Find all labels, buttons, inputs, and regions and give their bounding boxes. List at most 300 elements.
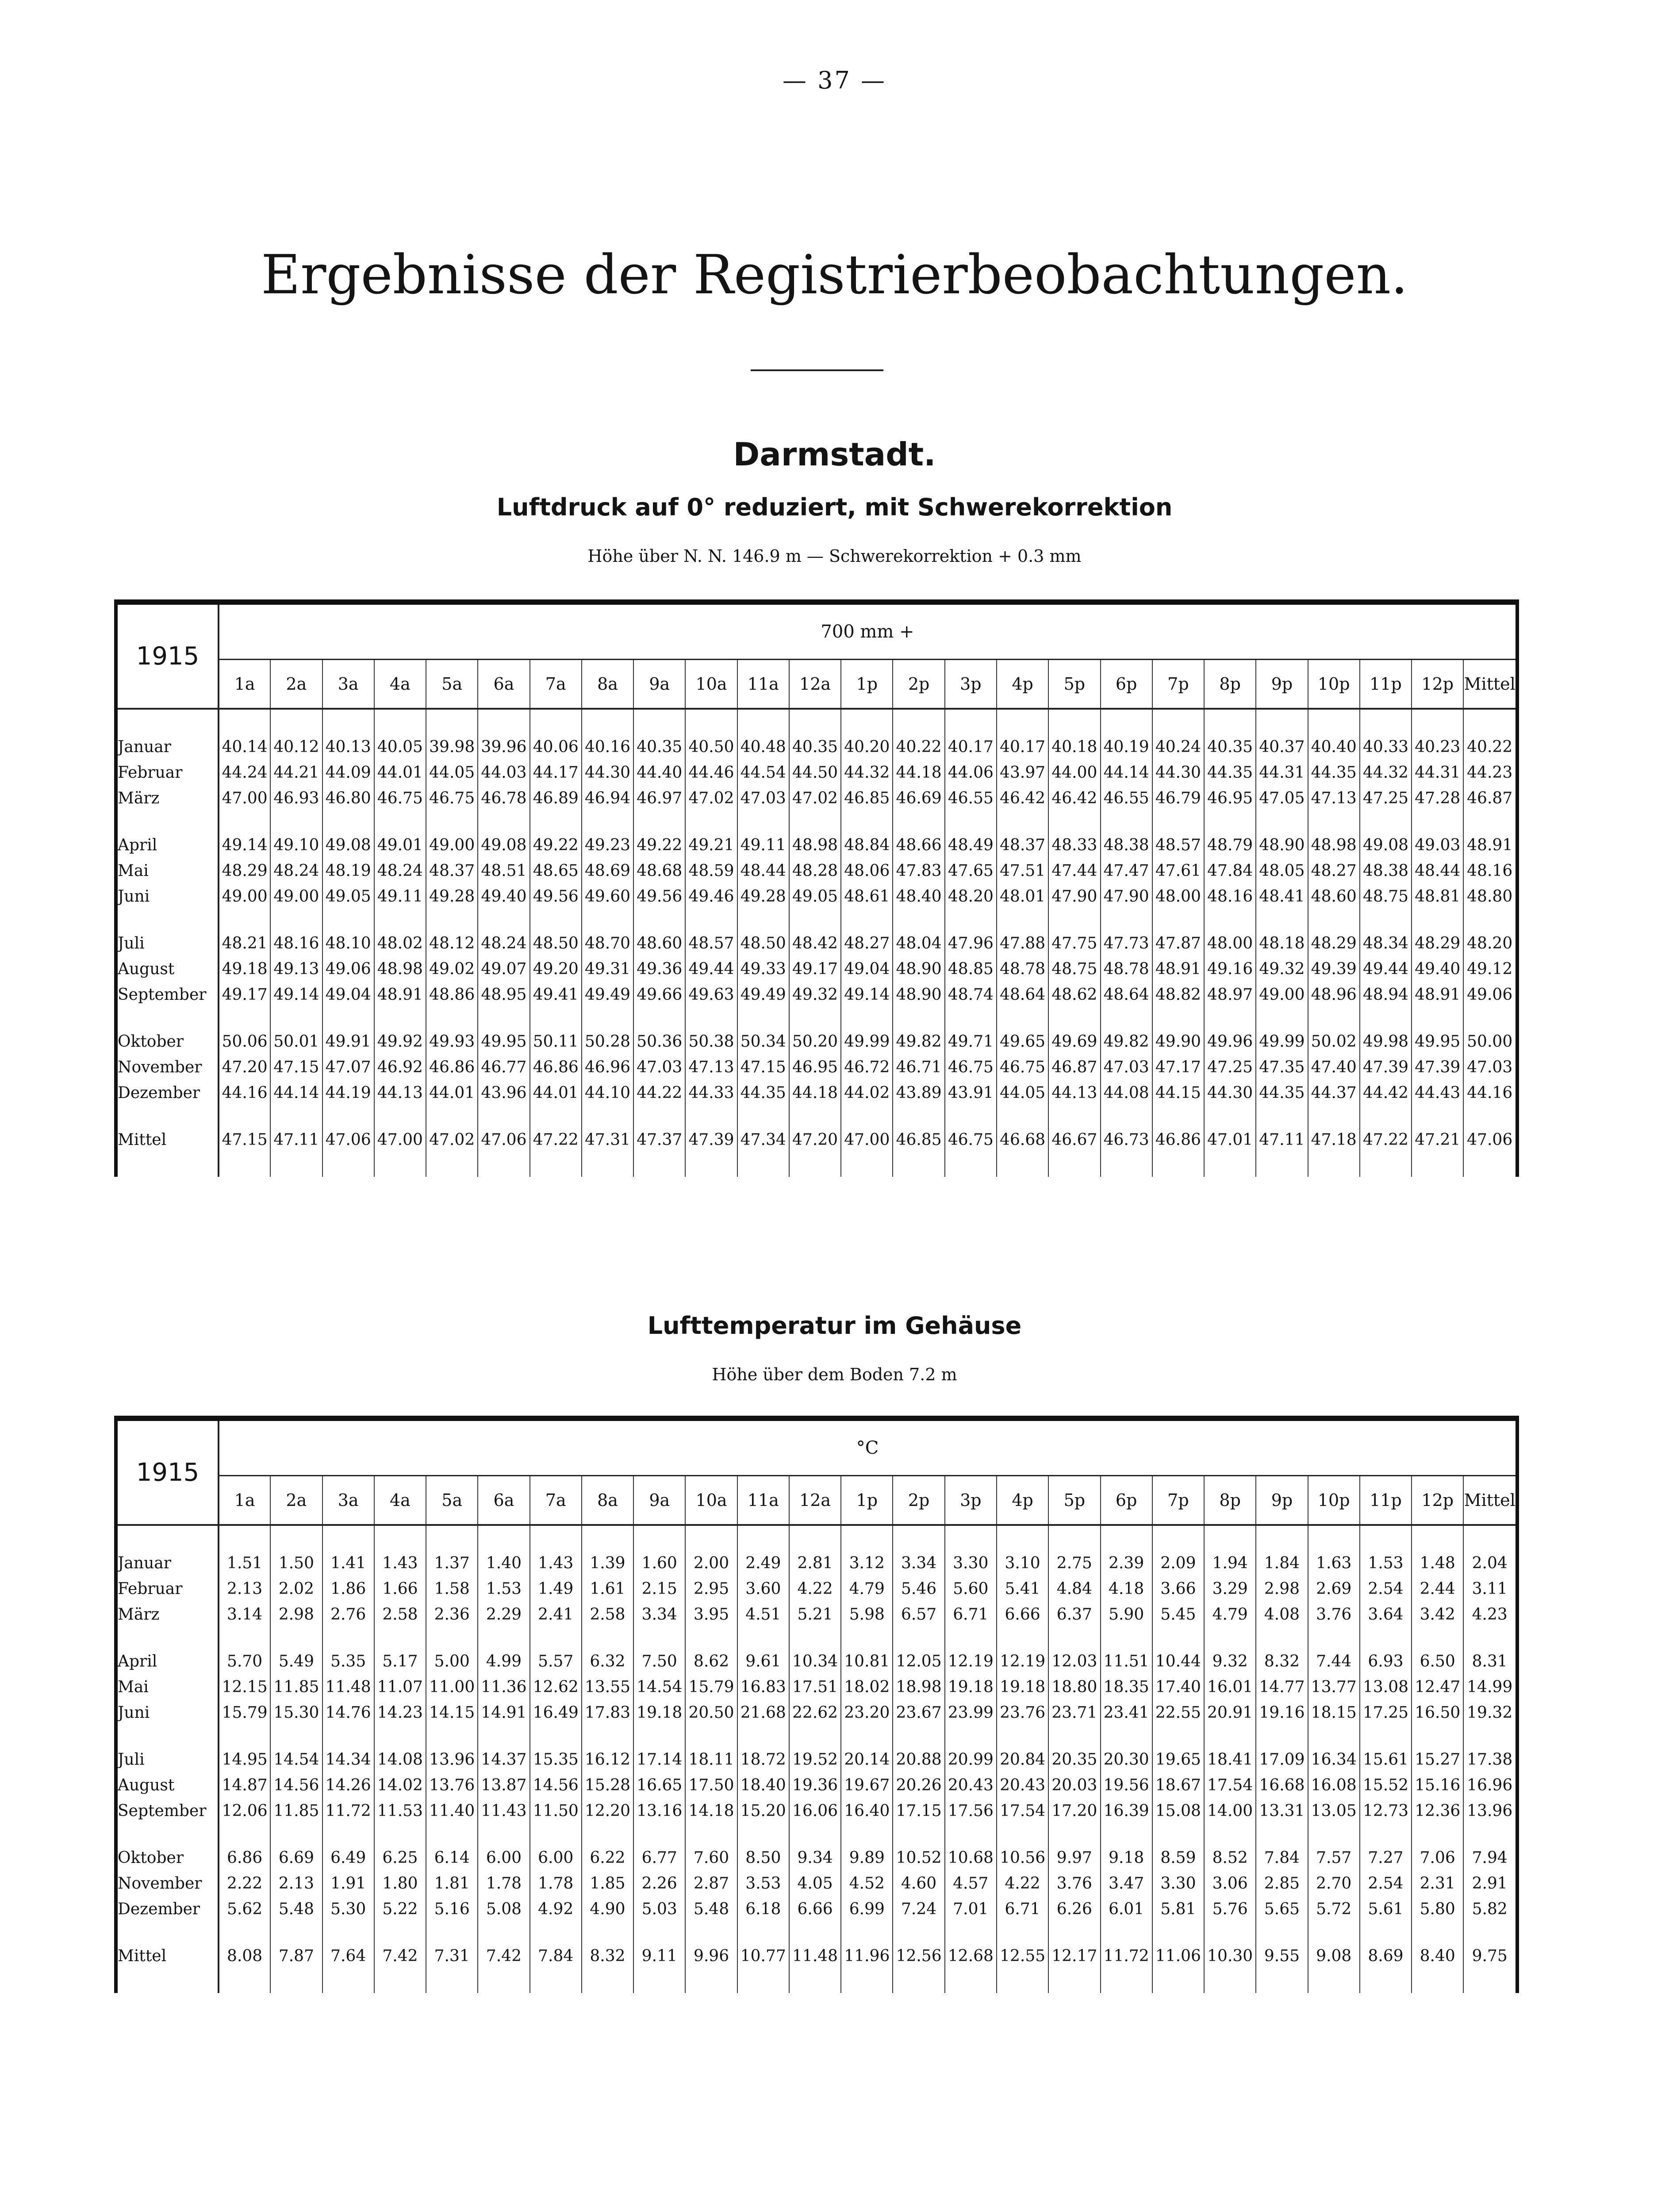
value-cell: 49.90 bbox=[1152, 1029, 1204, 1054]
temperature-table bbox=[118, 1421, 1516, 1993]
value-cell: 49.14 bbox=[270, 982, 322, 1007]
value-cell: 44.50 bbox=[789, 760, 841, 785]
value-cell: 1.50 bbox=[270, 1550, 322, 1576]
value-cell: 40.22 bbox=[893, 734, 944, 760]
value-cell: 40.12 bbox=[270, 734, 322, 760]
value-cell: 2.81 bbox=[789, 1550, 841, 1576]
value-cell: 14.23 bbox=[374, 1700, 426, 1725]
value-cell: 1.60 bbox=[633, 1550, 685, 1576]
value-cell: 46.95 bbox=[1204, 785, 1256, 811]
value-cell: 6.71 bbox=[997, 1896, 1048, 1922]
value-cell: 3.53 bbox=[737, 1870, 789, 1896]
value-cell: 47.03 bbox=[633, 1054, 685, 1080]
value-cell: 6.50 bbox=[1412, 1648, 1463, 1674]
value-cell: 48.62 bbox=[1048, 982, 1100, 1007]
hour-column-header: 1a bbox=[219, 660, 270, 709]
value-cell: 46.72 bbox=[841, 1054, 893, 1080]
value-cell: 18.72 bbox=[737, 1747, 789, 1772]
value-cell: 5.65 bbox=[1256, 1896, 1308, 1922]
value-cell: 47.20 bbox=[789, 1127, 841, 1152]
mean-value-cell: 4.23 bbox=[1472, 1605, 1508, 1624]
value-cell: 47.21 bbox=[1412, 1127, 1463, 1152]
value-cell: 47.83 bbox=[893, 858, 944, 883]
value-cell: 47.15 bbox=[270, 1054, 322, 1080]
hour-column-header: 11a bbox=[737, 660, 789, 709]
value-cell: 4.92 bbox=[530, 1896, 582, 1922]
value-cell: 2.13 bbox=[219, 1576, 270, 1601]
value-cell: 40.40 bbox=[1308, 734, 1360, 760]
value-cell: 48.29 bbox=[1308, 930, 1360, 956]
value-cell: 1.58 bbox=[426, 1576, 478, 1601]
value-cell: 49.60 bbox=[582, 883, 633, 909]
value-cell: 7.64 bbox=[322, 1943, 374, 1969]
value-cell: 43.96 bbox=[478, 1080, 529, 1106]
value-cell: 10.30 bbox=[1204, 1943, 1256, 1969]
value-cell: 1.41 bbox=[322, 1550, 374, 1576]
value-cell: 48.81 bbox=[1412, 883, 1463, 909]
value-cell: 49.00 bbox=[426, 832, 478, 858]
value-cell: 22.62 bbox=[789, 1700, 841, 1725]
month-label: September bbox=[118, 982, 219, 1007]
value-cell: 47.00 bbox=[374, 1127, 426, 1152]
value-cell: 7.24 bbox=[893, 1896, 944, 1922]
value-cell: 46.93 bbox=[270, 785, 322, 811]
table-row bbox=[118, 883, 1516, 909]
value-cell: 50.02 bbox=[1308, 1029, 1360, 1054]
value-cell: 44.54 bbox=[737, 760, 789, 785]
value-cell: 10.34 bbox=[789, 1648, 841, 1674]
value-cell: 46.77 bbox=[478, 1054, 529, 1080]
value-cell: 5.70 bbox=[219, 1648, 270, 1674]
value-cell: 20.26 bbox=[893, 1772, 944, 1798]
value-cell: 47.03 bbox=[737, 785, 789, 811]
value-cell: 14.77 bbox=[1256, 1674, 1308, 1700]
value-cell: 11.85 bbox=[270, 1674, 322, 1700]
value-cell: 1.91 bbox=[322, 1870, 374, 1896]
mean-value-cell: 5.82 bbox=[1472, 1900, 1508, 1918]
month-label: Juni bbox=[118, 883, 219, 909]
value-cell: 48.40 bbox=[893, 883, 944, 909]
value-cell: 16.01 bbox=[1204, 1674, 1256, 1700]
value-cell: 49.07 bbox=[478, 956, 529, 982]
value-cell: 2.09 bbox=[1152, 1550, 1204, 1576]
value-cell: 48.51 bbox=[478, 858, 529, 883]
hour-column-header: 2a bbox=[270, 660, 322, 709]
value-cell: 49.95 bbox=[478, 1029, 529, 1054]
hour-column-header: 12a bbox=[789, 1476, 841, 1525]
value-cell: 2.13 bbox=[270, 1870, 322, 1896]
value-cell: 50.01 bbox=[270, 1029, 322, 1054]
value-cell: 44.37 bbox=[1308, 1080, 1360, 1106]
value-cell: 48.16 bbox=[270, 930, 322, 956]
value-cell: 19.67 bbox=[841, 1772, 893, 1798]
value-cell: 15.16 bbox=[1412, 1772, 1463, 1798]
value-cell: 5.49 bbox=[270, 1648, 322, 1674]
value-cell: 13.87 bbox=[478, 1772, 529, 1798]
value-cell: 7.42 bbox=[478, 1943, 529, 1969]
pressure-table-subtitle: Höhe über N. N. 146.9 m — Schwerekorrektion + 0.3 mm bbox=[587, 546, 1082, 566]
value-cell: 11.48 bbox=[789, 1943, 841, 1969]
value-cell: 1.85 bbox=[582, 1870, 633, 1896]
hour-column-header: 4a bbox=[374, 1476, 426, 1525]
value-cell: 20.03 bbox=[1048, 1772, 1100, 1798]
value-cell: 48.98 bbox=[374, 956, 426, 982]
value-cell: 47.87 bbox=[1152, 930, 1204, 956]
mean-value-cell: 44.16 bbox=[1467, 1083, 1513, 1102]
value-cell: 9.61 bbox=[737, 1648, 789, 1674]
value-cell: 44.30 bbox=[1152, 760, 1204, 785]
table-year: 1915 bbox=[118, 1421, 219, 1525]
value-cell: 46.85 bbox=[893, 1127, 944, 1152]
value-cell: 20.88 bbox=[893, 1747, 944, 1772]
value-cell: 6.71 bbox=[945, 1601, 997, 1627]
hour-column-header: 3p bbox=[945, 1476, 997, 1525]
value-cell: 8.52 bbox=[1204, 1845, 1256, 1870]
value-cell: 2.87 bbox=[685, 1870, 737, 1896]
value-cell: 20.14 bbox=[841, 1747, 893, 1772]
value-cell: 11.00 bbox=[426, 1674, 478, 1700]
value-cell: 1.78 bbox=[478, 1870, 529, 1896]
value-cell: 48.27 bbox=[841, 930, 893, 956]
value-cell: 5.72 bbox=[1308, 1896, 1360, 1922]
value-cell: 47.02 bbox=[426, 1127, 478, 1152]
hour-column-header: 3p bbox=[945, 660, 997, 709]
table-row bbox=[118, 1648, 1516, 1674]
value-cell: 44.21 bbox=[270, 760, 322, 785]
value-cell: 44.18 bbox=[789, 1080, 841, 1106]
value-cell: 4.99 bbox=[478, 1648, 529, 1674]
value-cell: 1.48 bbox=[1412, 1550, 1463, 1576]
value-cell: 48.61 bbox=[841, 883, 893, 909]
value-cell: 17.50 bbox=[685, 1772, 737, 1798]
value-cell: 49.96 bbox=[1204, 1029, 1256, 1054]
value-cell: 48.98 bbox=[1308, 832, 1360, 858]
value-cell: 49.04 bbox=[841, 956, 893, 982]
value-cell: 17.51 bbox=[789, 1674, 841, 1700]
value-cell: 49.08 bbox=[322, 832, 374, 858]
value-cell: 18.40 bbox=[737, 1772, 789, 1798]
value-cell: 48.41 bbox=[1256, 883, 1308, 909]
value-cell: 49.03 bbox=[1412, 832, 1463, 858]
mean-value-cell: 44.23 bbox=[1467, 763, 1513, 782]
value-cell: 18.02 bbox=[841, 1674, 893, 1700]
value-cell: 3.34 bbox=[893, 1550, 944, 1576]
value-cell: 48.00 bbox=[1152, 883, 1204, 909]
value-cell: 5.03 bbox=[633, 1896, 685, 1922]
value-cell: 49.63 bbox=[685, 982, 737, 1007]
value-cell: 7.60 bbox=[685, 1845, 737, 1870]
value-cell: 19.65 bbox=[1152, 1747, 1204, 1772]
value-cell: 5.17 bbox=[374, 1648, 426, 1674]
value-cell: 6.14 bbox=[426, 1845, 478, 1870]
value-cell: 48.91 bbox=[374, 982, 426, 1007]
value-cell: 6.37 bbox=[1048, 1601, 1100, 1627]
value-cell: 12.17 bbox=[1048, 1943, 1100, 1969]
value-cell: 2.36 bbox=[426, 1601, 478, 1627]
value-cell: 2.85 bbox=[1256, 1870, 1308, 1896]
value-cell: 13.31 bbox=[1256, 1798, 1308, 1824]
hour-column-header: 8a bbox=[582, 660, 633, 709]
value-cell: 17.54 bbox=[997, 1798, 1048, 1824]
value-cell: 2.00 bbox=[685, 1550, 737, 1576]
value-cell: 44.01 bbox=[374, 760, 426, 785]
value-cell: 9.18 bbox=[1101, 1845, 1152, 1870]
month-label: Januar bbox=[118, 734, 219, 760]
value-cell: 12.47 bbox=[1412, 1674, 1463, 1700]
value-cell: 18.98 bbox=[893, 1674, 944, 1700]
value-cell: 4.08 bbox=[1256, 1601, 1308, 1627]
value-cell: 48.20 bbox=[945, 883, 997, 909]
hour-column-header: 9a bbox=[633, 1476, 685, 1525]
value-cell: 47.13 bbox=[685, 1054, 737, 1080]
month-label: Mai bbox=[118, 858, 219, 883]
value-cell: 48.70 bbox=[582, 930, 633, 956]
value-cell: 46.68 bbox=[997, 1127, 1048, 1152]
value-cell: 11.43 bbox=[478, 1798, 529, 1824]
value-cell: 49.44 bbox=[1360, 956, 1412, 982]
value-cell: 4.05 bbox=[789, 1870, 841, 1896]
table-row bbox=[118, 1798, 1516, 1824]
value-cell: 7.42 bbox=[374, 1943, 426, 1969]
value-cell: 49.39 bbox=[1308, 956, 1360, 982]
value-cell: 48.90 bbox=[893, 956, 944, 982]
mean-value-cell: 49.12 bbox=[1467, 960, 1513, 978]
value-cell: 18.67 bbox=[1152, 1772, 1204, 1798]
value-cell: 2.26 bbox=[633, 1870, 685, 1896]
value-cell: 48.28 bbox=[789, 858, 841, 883]
value-cell: 16.06 bbox=[789, 1798, 841, 1824]
value-cell: 5.90 bbox=[1101, 1601, 1152, 1627]
value-cell: 17.56 bbox=[945, 1798, 997, 1824]
value-cell: 8.59 bbox=[1152, 1845, 1204, 1870]
value-cell: 46.85 bbox=[841, 785, 893, 811]
mean-value-cell: 48.80 bbox=[1467, 887, 1513, 906]
value-cell: 4.90 bbox=[582, 1896, 633, 1922]
value-cell: 10.52 bbox=[893, 1845, 944, 1870]
table-row bbox=[118, 1601, 1516, 1627]
value-cell: 5.45 bbox=[1152, 1601, 1204, 1627]
value-cell: 48.66 bbox=[893, 832, 944, 858]
value-cell: 15.28 bbox=[582, 1772, 633, 1798]
value-cell: 44.09 bbox=[322, 760, 374, 785]
value-cell: 49.17 bbox=[789, 956, 841, 982]
page-number: — 37 — bbox=[782, 66, 887, 94]
value-cell: 46.97 bbox=[633, 785, 685, 811]
value-cell: 21.68 bbox=[737, 1700, 789, 1725]
hour-column-header: 12p bbox=[1412, 1476, 1463, 1525]
value-cell: 5.57 bbox=[530, 1648, 582, 1674]
value-cell: 48.57 bbox=[685, 930, 737, 956]
value-cell: 4.79 bbox=[841, 1576, 893, 1601]
value-cell: 12.36 bbox=[1412, 1798, 1463, 1824]
month-label: Februar bbox=[118, 760, 219, 785]
hour-column-header: 11a bbox=[737, 1476, 789, 1525]
value-cell: 4.52 bbox=[841, 1870, 893, 1896]
value-cell: 5.22 bbox=[374, 1896, 426, 1922]
hour-column-header: 9p bbox=[1256, 1476, 1308, 1525]
value-cell: 23.20 bbox=[841, 1700, 893, 1725]
mean-value-cell: 13.96 bbox=[1467, 1801, 1513, 1820]
value-cell: 47.88 bbox=[997, 930, 1048, 956]
value-cell: 49.18 bbox=[219, 956, 270, 982]
value-cell: 48.91 bbox=[1152, 956, 1204, 982]
value-cell: 4.60 bbox=[893, 1870, 944, 1896]
value-cell: 1.66 bbox=[374, 1576, 426, 1601]
value-cell: 1.37 bbox=[426, 1550, 478, 1576]
value-cell: 49.99 bbox=[841, 1029, 893, 1054]
value-cell: 6.00 bbox=[478, 1845, 529, 1870]
value-cell: 46.80 bbox=[322, 785, 374, 811]
value-cell: 44.16 bbox=[219, 1080, 270, 1106]
value-cell: 40.20 bbox=[841, 734, 893, 760]
value-cell: 47.02 bbox=[685, 785, 737, 811]
month-label: November bbox=[118, 1870, 219, 1896]
value-cell: 49.05 bbox=[322, 883, 374, 909]
value-cell: 5.48 bbox=[270, 1896, 322, 1922]
mean-value-cell: 47.03 bbox=[1467, 1058, 1513, 1076]
value-cell: 40.24 bbox=[1152, 734, 1204, 760]
value-cell: 48.95 bbox=[478, 982, 529, 1007]
value-cell: 49.17 bbox=[219, 982, 270, 1007]
hour-column-header: 12p bbox=[1412, 660, 1463, 709]
value-cell: 49.65 bbox=[997, 1029, 1048, 1054]
value-cell: 46.55 bbox=[945, 785, 997, 811]
value-cell: 40.17 bbox=[997, 734, 1048, 760]
value-cell: 50.28 bbox=[582, 1029, 633, 1054]
table-row bbox=[118, 1054, 1516, 1080]
value-cell: 1.43 bbox=[530, 1550, 582, 1576]
value-cell: 14.54 bbox=[633, 1674, 685, 1700]
value-cell: 49.11 bbox=[737, 832, 789, 858]
value-cell: 48.82 bbox=[1152, 982, 1204, 1007]
value-cell: 40.16 bbox=[582, 734, 633, 760]
value-cell: 49.92 bbox=[374, 1029, 426, 1054]
value-cell: 47.25 bbox=[1204, 1054, 1256, 1080]
temperature-table-subtitle: Höhe über dem Boden 7.2 m bbox=[712, 1365, 957, 1384]
mean-column-header: Mittel bbox=[1463, 660, 1516, 709]
hour-column-header: 3a bbox=[322, 660, 374, 709]
value-cell: 5.98 bbox=[841, 1601, 893, 1627]
value-cell: 49.82 bbox=[1101, 1029, 1152, 1054]
value-cell: 44.13 bbox=[374, 1080, 426, 1106]
value-cell: 4.18 bbox=[1101, 1576, 1152, 1601]
value-cell: 48.50 bbox=[530, 930, 582, 956]
value-cell: 44.35 bbox=[1204, 760, 1256, 785]
value-cell: 47.11 bbox=[270, 1127, 322, 1152]
hour-column-header: 10p bbox=[1308, 1476, 1360, 1525]
value-cell: 49.49 bbox=[582, 982, 633, 1007]
value-cell: 48.49 bbox=[945, 832, 997, 858]
value-cell: 13.05 bbox=[1308, 1798, 1360, 1824]
value-cell: 3.30 bbox=[945, 1550, 997, 1576]
month-label: August bbox=[118, 956, 219, 982]
table-row bbox=[118, 930, 1516, 956]
value-cell: 46.75 bbox=[374, 785, 426, 811]
value-cell: 3.76 bbox=[1048, 1870, 1100, 1896]
value-cell: 12.19 bbox=[945, 1648, 997, 1674]
value-cell: 44.22 bbox=[633, 1080, 685, 1106]
value-cell: 46.42 bbox=[1048, 785, 1100, 811]
value-cell: 49.08 bbox=[478, 832, 529, 858]
value-cell: 44.35 bbox=[737, 1080, 789, 1106]
value-cell: 40.50 bbox=[685, 734, 737, 760]
value-cell: 47.01 bbox=[1204, 1127, 1256, 1152]
value-cell: 47.44 bbox=[1048, 858, 1100, 883]
value-cell: 7.06 bbox=[1412, 1845, 1463, 1870]
value-cell: 20.99 bbox=[945, 1747, 997, 1772]
table-row bbox=[118, 1870, 1516, 1896]
value-cell: 5.80 bbox=[1412, 1896, 1463, 1922]
table-row bbox=[118, 1576, 1516, 1601]
value-cell: 4.79 bbox=[1204, 1601, 1256, 1627]
value-cell: 44.40 bbox=[633, 760, 685, 785]
table-row bbox=[118, 1550, 1516, 1576]
value-cell: 6.18 bbox=[737, 1896, 789, 1922]
value-cell: 47.00 bbox=[841, 1127, 893, 1152]
table-row bbox=[118, 832, 1516, 858]
value-cell: 13.96 bbox=[426, 1747, 478, 1772]
value-cell: 48.38 bbox=[1101, 832, 1152, 858]
value-cell: 4.57 bbox=[945, 1870, 997, 1896]
unit-header: 700 mm + bbox=[219, 605, 1516, 660]
value-cell: 8.50 bbox=[737, 1845, 789, 1870]
value-cell: 39.96 bbox=[478, 734, 529, 760]
value-cell: 48.18 bbox=[1256, 930, 1308, 956]
table-row bbox=[118, 956, 1516, 982]
value-cell: 49.23 bbox=[582, 832, 633, 858]
value-cell: 14.02 bbox=[374, 1772, 426, 1798]
table-row bbox=[118, 1747, 1516, 1772]
value-cell: 44.19 bbox=[322, 1080, 374, 1106]
value-cell: 3.12 bbox=[841, 1550, 893, 1576]
month-label: September bbox=[118, 1798, 219, 1824]
mean-value-cell: 47.06 bbox=[1467, 1130, 1513, 1149]
value-cell: 44.32 bbox=[841, 760, 893, 785]
value-cell: 4.84 bbox=[1048, 1576, 1100, 1601]
value-cell: 48.90 bbox=[893, 982, 944, 1007]
mean-value-cell: 50.00 bbox=[1467, 1032, 1513, 1051]
value-cell: 47.47 bbox=[1101, 858, 1152, 883]
value-cell: 3.66 bbox=[1152, 1576, 1204, 1601]
value-cell: 15.20 bbox=[737, 1798, 789, 1824]
value-cell: 19.16 bbox=[1256, 1700, 1308, 1725]
value-cell: 7.84 bbox=[1256, 1845, 1308, 1870]
value-cell: 7.01 bbox=[945, 1896, 997, 1922]
value-cell: 8.40 bbox=[1412, 1943, 1463, 1969]
value-cell: 49.16 bbox=[1204, 956, 1256, 982]
value-cell: 1.86 bbox=[322, 1576, 374, 1601]
hour-column-header: 8p bbox=[1204, 660, 1256, 709]
value-cell: 46.95 bbox=[789, 1054, 841, 1080]
month-label: Juni bbox=[118, 1700, 219, 1725]
value-cell: 1.53 bbox=[1360, 1550, 1412, 1576]
value-cell: 1.40 bbox=[478, 1550, 529, 1576]
value-cell: 48.59 bbox=[685, 858, 737, 883]
table-row bbox=[118, 785, 1516, 811]
value-cell: 50.36 bbox=[633, 1029, 685, 1054]
value-cell: 40.37 bbox=[1256, 734, 1308, 760]
pressure-table bbox=[118, 605, 1516, 1177]
mean-value-cell: 48.16 bbox=[1467, 861, 1513, 880]
value-cell: 47.05 bbox=[1256, 785, 1308, 811]
value-cell: 48.44 bbox=[1412, 858, 1463, 883]
value-cell: 49.98 bbox=[1360, 1029, 1412, 1054]
value-cell: 23.76 bbox=[997, 1700, 1048, 1725]
value-cell: 49.36 bbox=[633, 956, 685, 982]
month-label: März bbox=[118, 785, 219, 811]
value-cell: 46.94 bbox=[582, 785, 633, 811]
value-cell: 7.31 bbox=[426, 1943, 478, 1969]
